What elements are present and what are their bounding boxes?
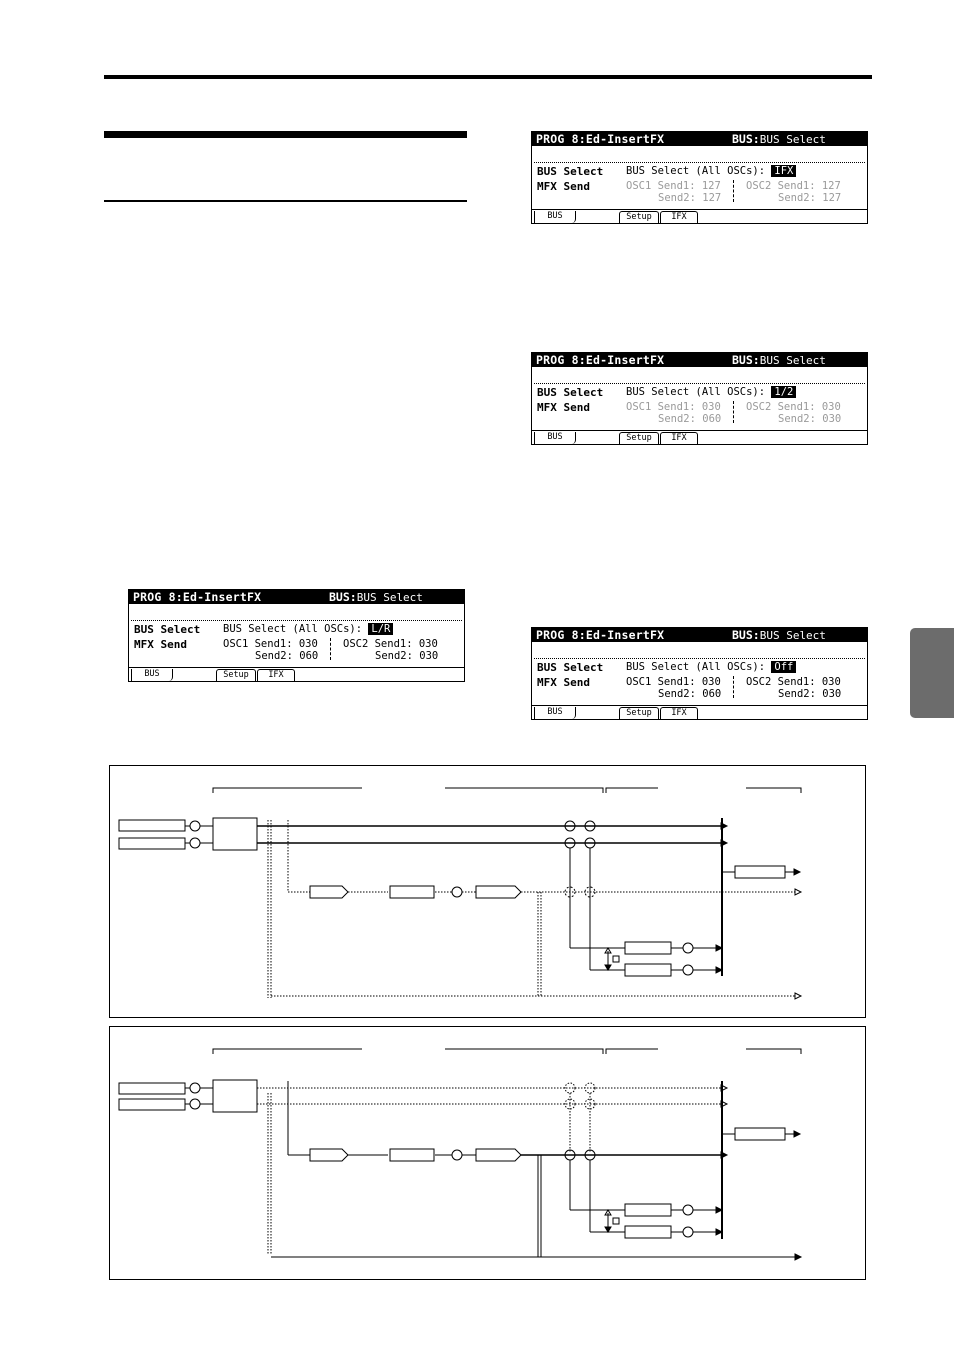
osc2-send1[interactable]: OSC2 Send1: 127 bbox=[746, 180, 841, 192]
tab-bus[interactable]: BUS bbox=[534, 707, 576, 719]
section-heading-rule bbox=[104, 200, 467, 202]
osc1-send2[interactable]: Send2: 060 bbox=[658, 413, 722, 425]
osc2-send2[interactable]: Send2: 127 bbox=[778, 192, 842, 204]
lcd-divider bbox=[534, 383, 865, 384]
osc1-send1[interactable]: OSC1 Send1: 127 bbox=[626, 180, 721, 192]
osc1-send2[interactable]: Send2: 060 bbox=[255, 650, 319, 662]
top-rule bbox=[104, 75, 872, 79]
lcd-tab-strip bbox=[532, 705, 867, 719]
lcd-tab-strip bbox=[532, 430, 867, 444]
osc2-send2[interactable]: Send2: 030 bbox=[375, 650, 439, 662]
tab-ifx[interactable]: IFX bbox=[660, 211, 698, 223]
tab-ifx[interactable]: IFX bbox=[660, 707, 698, 719]
lcd-title: PROG 8:Ed-InsertFX bbox=[133, 590, 262, 604]
lcd-title: PROG 8:Ed-InsertFX bbox=[536, 353, 665, 367]
osc1-send1[interactable]: OSC1 Send1: 030 bbox=[223, 638, 318, 650]
lcd-title: PROG 8:Ed-InsertFX bbox=[536, 628, 665, 642]
tab-setup[interactable]: Setup bbox=[619, 707, 659, 719]
lcd-tab-strip bbox=[129, 667, 464, 681]
osc-divider bbox=[733, 401, 734, 423]
bus-select-label: BUS Select bbox=[537, 165, 604, 178]
osc-divider bbox=[330, 638, 331, 660]
lcd-screen-ifx bbox=[531, 131, 868, 224]
lcd-tab-strip bbox=[532, 209, 867, 223]
lcd-divider bbox=[131, 620, 462, 621]
mfx-send-label: MFX Send bbox=[537, 676, 590, 689]
tab-setup[interactable]: Setup bbox=[619, 432, 659, 444]
lcd-page-name: BUS:BUS Select bbox=[732, 353, 826, 367]
lcd-page-name: BUS:BUS Select bbox=[329, 590, 423, 604]
osc-divider bbox=[733, 180, 734, 202]
lcd-screen-off bbox=[531, 627, 868, 720]
tab-bus[interactable]: BUS bbox=[534, 432, 576, 444]
mfx-send-label: MFX Send bbox=[134, 638, 187, 651]
bus-select-value[interactable]: Off bbox=[771, 661, 796, 673]
osc1-send2[interactable]: Send2: 060 bbox=[658, 688, 722, 700]
osc-divider bbox=[733, 676, 734, 698]
osc2-send2[interactable]: Send2: 030 bbox=[778, 413, 842, 425]
signal-flow-diagram-1 bbox=[109, 765, 866, 1018]
lcd-page-name: BUS:BUS Select bbox=[732, 628, 826, 642]
bus-select-label: BUS Select bbox=[134, 623, 201, 636]
osc1-send1[interactable]: OSC1 Send1: 030 bbox=[626, 401, 721, 413]
bus-select-param: BUS Select (All OSCs): IFX bbox=[626, 165, 796, 178]
lcd-screen-l-r bbox=[128, 589, 465, 682]
tab-ifx[interactable]: IFX bbox=[257, 669, 295, 681]
signal-flow-diagram-2 bbox=[109, 1026, 866, 1280]
bus-select-param: BUS Select (All OSCs): Off bbox=[626, 661, 796, 674]
bus-select-param: BUS Select (All OSCs): L/R bbox=[223, 623, 393, 636]
tab-bus[interactable]: BUS bbox=[534, 211, 576, 223]
lcd-divider bbox=[534, 658, 865, 659]
lcd-divider bbox=[534, 162, 865, 163]
lcd-page-name: BUS:BUS Select bbox=[732, 132, 826, 146]
tab-ifx[interactable]: IFX bbox=[660, 432, 698, 444]
tab-bus[interactable]: BUS bbox=[131, 669, 173, 681]
lcd-header bbox=[532, 628, 867, 642]
signal-flow-diagram-2-svg bbox=[110, 1027, 867, 1281]
osc1-send2[interactable]: Send2: 127 bbox=[658, 192, 722, 204]
tab-setup[interactable]: Setup bbox=[216, 669, 256, 681]
bus-select-value[interactable]: L/R bbox=[368, 623, 393, 635]
signal-flow-diagram-1-svg bbox=[110, 766, 867, 1019]
mfx-send-label: MFX Send bbox=[537, 180, 590, 193]
lcd-header bbox=[532, 353, 867, 367]
osc1-send1[interactable]: OSC1 Send1: 030 bbox=[626, 676, 721, 688]
bus-select-label: BUS Select bbox=[537, 661, 604, 674]
lcd-header bbox=[532, 132, 867, 146]
lcd-screen-1-2 bbox=[531, 352, 868, 445]
bus-select-value[interactable]: IFX bbox=[771, 165, 796, 177]
bus-select-param: BUS Select (All OSCs): 1/2 bbox=[626, 386, 796, 399]
lcd-title: PROG 8:Ed-InsertFX bbox=[536, 132, 665, 146]
osc2-send1[interactable]: OSC2 Send1: 030 bbox=[746, 401, 841, 413]
bus-select-label: BUS Select bbox=[537, 386, 604, 399]
osc2-send1[interactable]: OSC2 Send1: 030 bbox=[746, 676, 841, 688]
osc2-send1[interactable]: OSC2 Send1: 030 bbox=[343, 638, 438, 650]
section-heading-bar bbox=[104, 131, 467, 138]
tab-setup[interactable]: Setup bbox=[619, 211, 659, 223]
bus-select-value[interactable]: 1/2 bbox=[771, 386, 796, 398]
mfx-send-label: MFX Send bbox=[537, 401, 590, 414]
chapter-thumb-tab bbox=[910, 628, 954, 718]
osc2-send2[interactable]: Send2: 030 bbox=[778, 688, 842, 700]
lcd-header bbox=[129, 590, 464, 604]
